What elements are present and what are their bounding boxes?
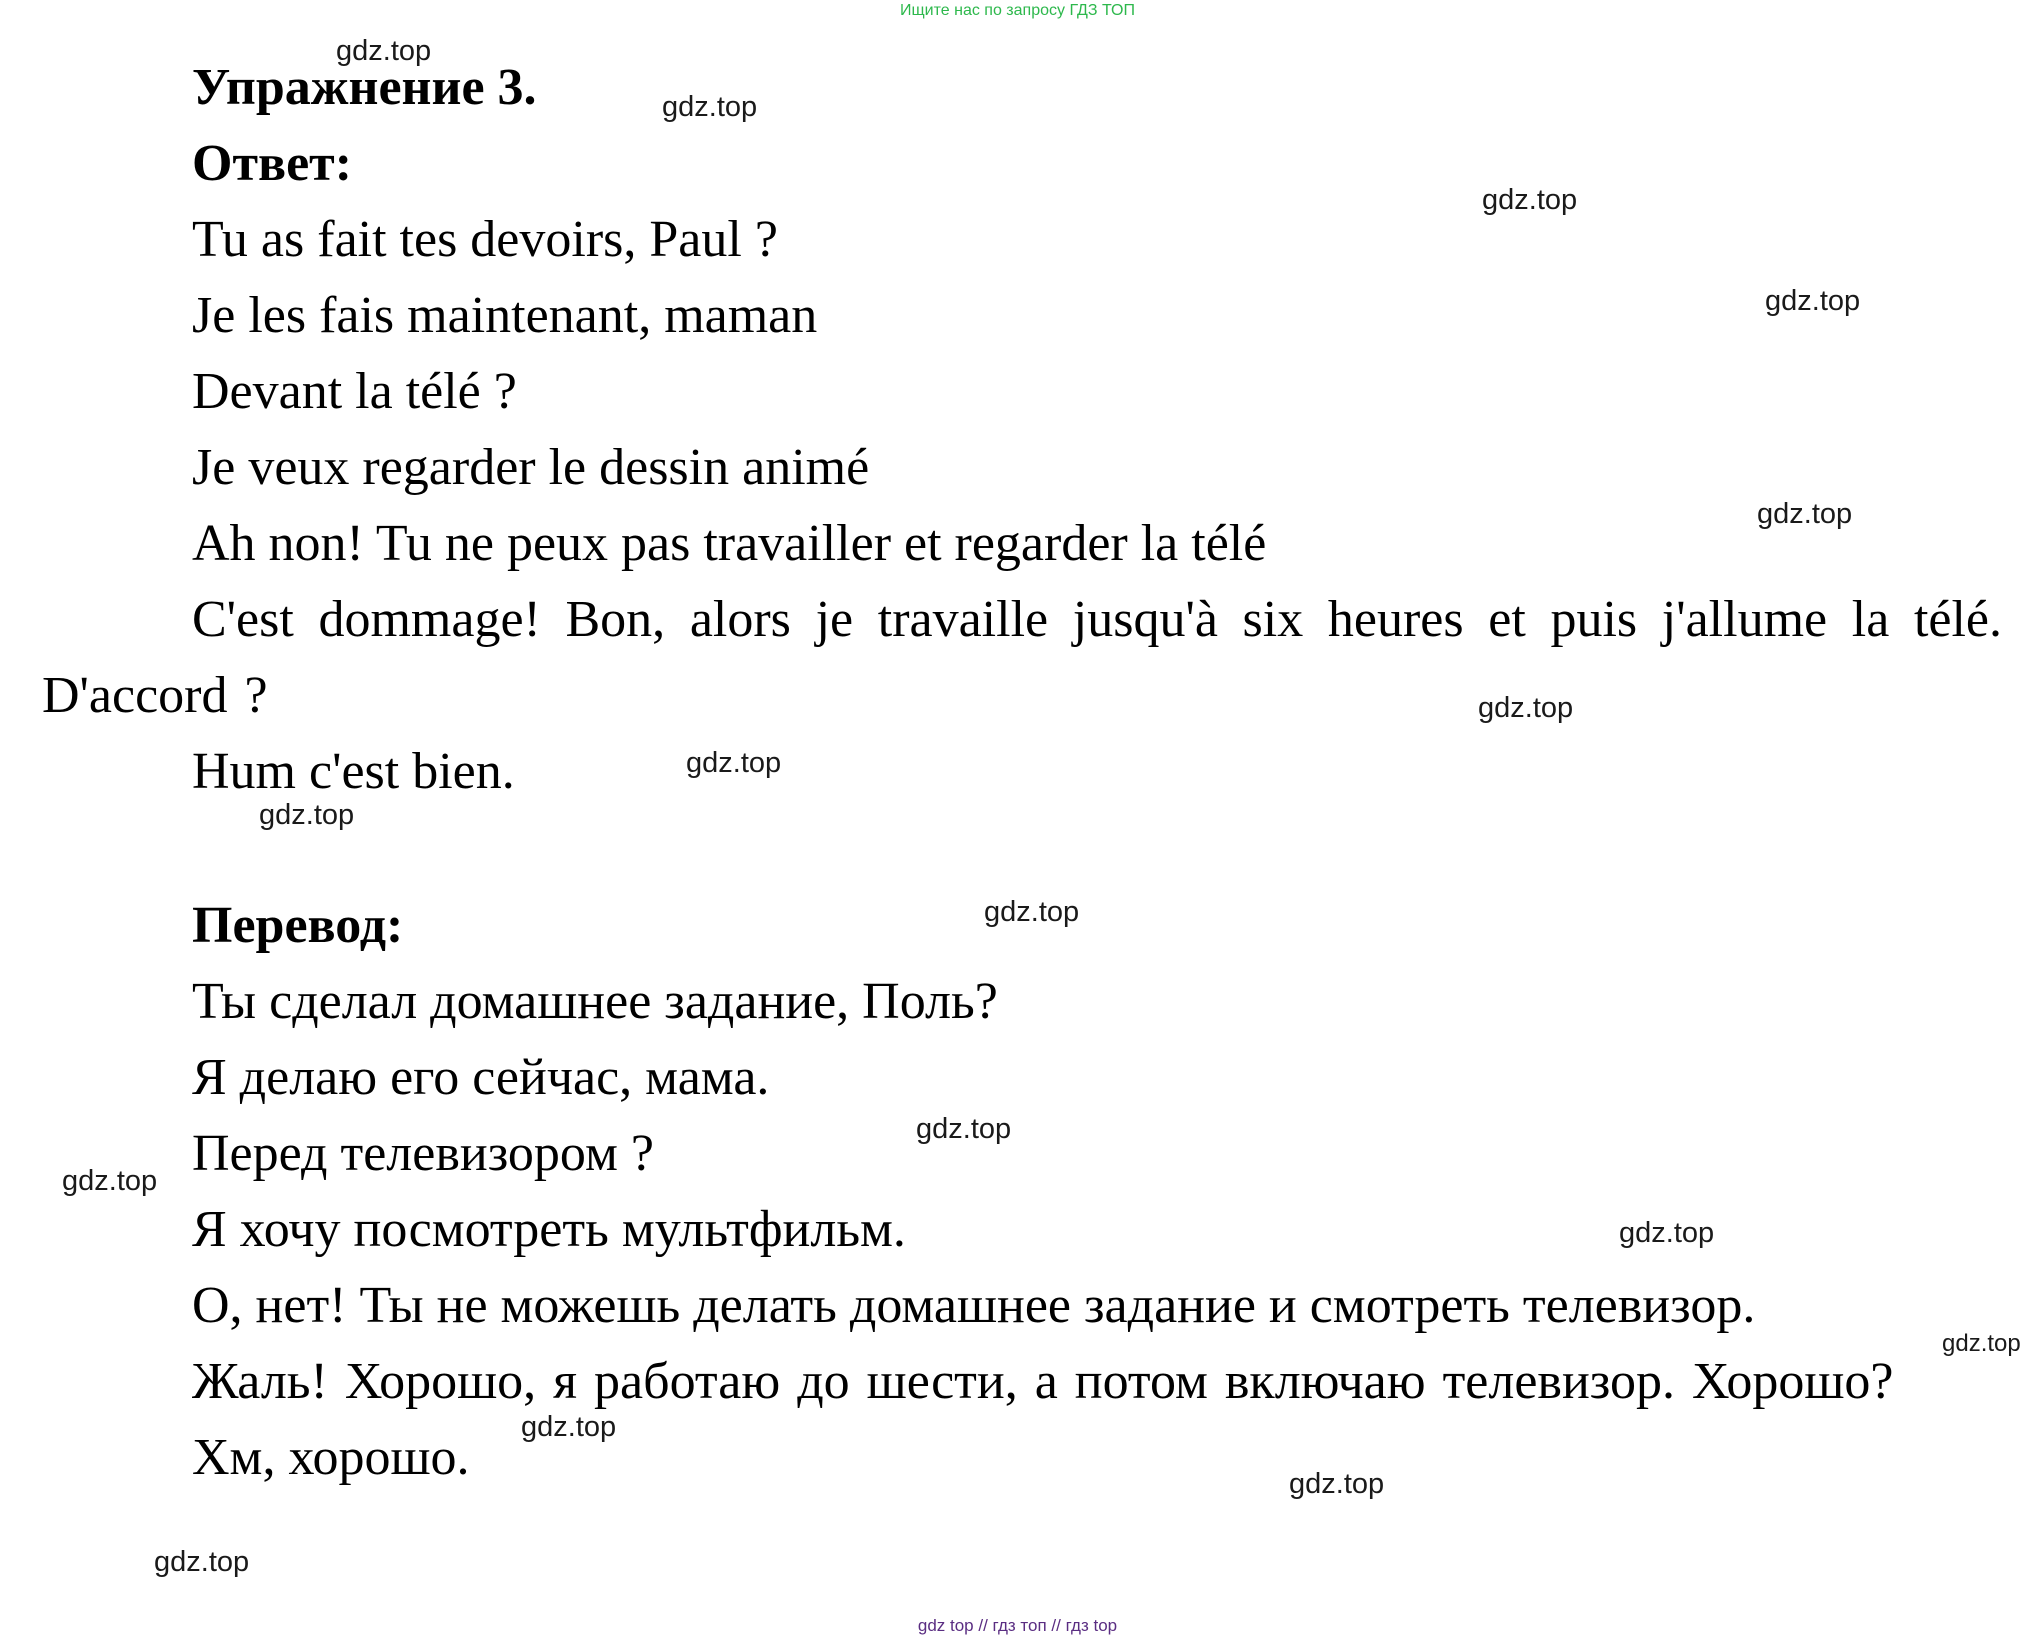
footer-link-gdz-top[interactable]: gdz top — [917, 1616, 974, 1635]
translation-paragraph: Жаль! Хорошо, я работаю до шести, а потом включаю телевизор. Хорошо? — [192, 1353, 1894, 1410]
watermark: gdz.top — [1478, 692, 1574, 724]
footer-links — [0, 1616, 2035, 1636]
translation-line: О, нет! Ты не можешь делать домашнее задание и смотреть телевизор. — [192, 1277, 1756, 1334]
search-hint-banner: Ищите нас по запросу ГДЗ ТОП — [900, 2, 1135, 19]
footer-separator: // — [978, 1616, 988, 1635]
translation-label: Перевод: — [192, 897, 404, 954]
translation-line: Я хочу посмотреть мультфильм. — [192, 1201, 906, 1258]
watermark: gdz.top — [686, 747, 782, 779]
answer-paragraph: C'est dommage! Bon, alors je travaille jusqu'à six heures et puis j'allume la télé. D'accord ? — [42, 591, 2002, 724]
watermark: gdz.top — [259, 799, 355, 831]
watermark: gdz.top — [1619, 1217, 1715, 1249]
translation-line: Ты сделал домашнее задание, Поль? — [192, 973, 998, 1030]
answer-line: Ah non! Tu ne peux pas travailler et regarder la télé — [192, 515, 1267, 572]
watermark: gdz.top — [62, 1165, 158, 1197]
footer-link-gdz-top-mixed[interactable]: гдз top — [1065, 1616, 1118, 1635]
footer-link-gdz-top-ru[interactable]: гдз топ — [992, 1616, 1047, 1635]
watermark: gdz.top — [154, 1546, 250, 1578]
translation-line: Перед телевизором ? — [192, 1125, 654, 1182]
watermark: gdz.top — [662, 91, 758, 123]
watermark: gdz.top — [916, 1113, 1012, 1145]
watermark: gdz.top — [1942, 1330, 2021, 1357]
watermark: gdz.top — [1482, 184, 1578, 216]
translation-last-line: Хм, хорошо. — [192, 1429, 470, 1486]
watermark: gdz.top — [1765, 285, 1861, 317]
answer-line: Je les fais maintenant, maman — [192, 287, 818, 344]
answer-label: Ответ: — [192, 135, 353, 192]
answer-last-line: Hum c'est bien. — [192, 743, 515, 800]
watermark: gdz.top — [1757, 498, 1853, 530]
answer-line: Je veux regarder le dessin animé — [192, 439, 870, 496]
exercise-content — [42, 50, 2002, 1496]
translation-line: Я делаю его сейчас, мама. — [192, 1049, 770, 1106]
watermark: gdz.top — [336, 35, 432, 67]
footer-separator: // — [1051, 1616, 1061, 1635]
watermark: gdz.top — [1289, 1468, 1385, 1500]
watermark: gdz.top — [984, 896, 1080, 928]
answer-line: Tu as fait tes devoirs, Paul ? — [192, 211, 778, 268]
answer-line: Devant la télé ? — [192, 363, 517, 420]
exercise-title: Упражнение 3. — [192, 59, 537, 116]
watermark: gdz.top — [521, 1411, 617, 1443]
